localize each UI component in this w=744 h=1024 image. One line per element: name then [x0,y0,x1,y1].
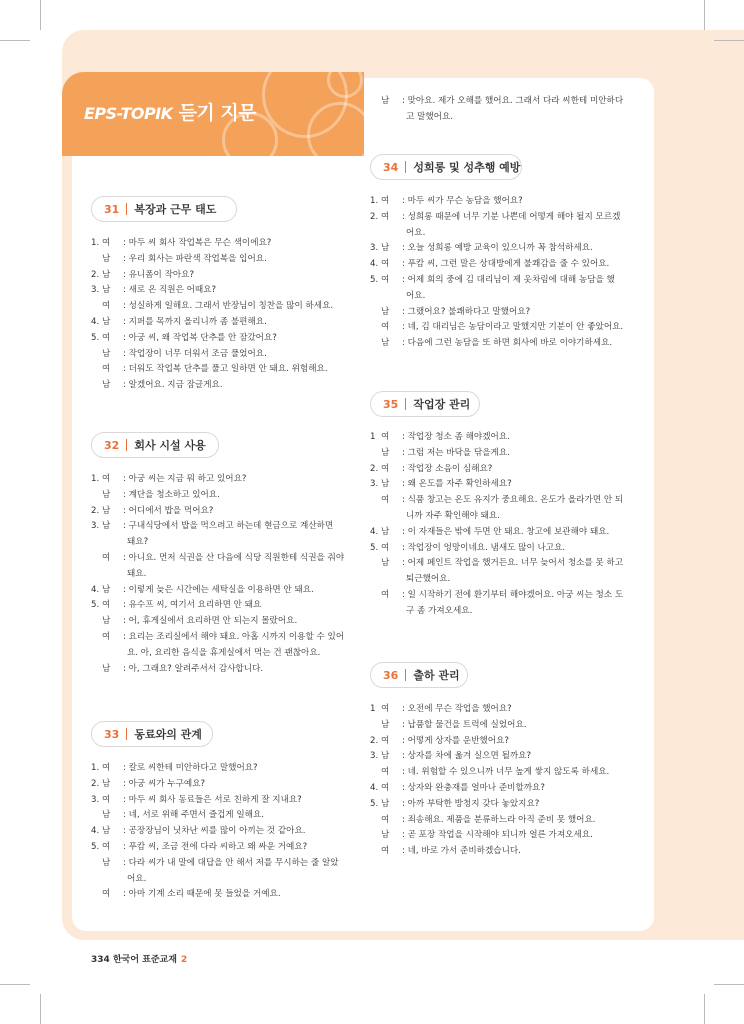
utterance: : 납품할 물건을 트럭에 실었어요. [402,719,527,730]
utterance: : 오늘 성희롱 예방 교육이 있으니까 꼭 참석하세요. [402,243,593,254]
speaker: 남 [102,269,111,280]
item-number: 2. [370,463,379,474]
utterance: : 상자와 완충재를 얼마나 준비할까요? [402,782,545,793]
dialogue-line [91,808,361,824]
dialogue-line [91,583,361,599]
speaker: 여 [381,495,390,506]
speaker: 남 [102,489,111,500]
dialogue-line [91,252,361,268]
utterance: 요. 아, 요리한 음식을 휴게실에서 먹는 건 괜찮아요. [127,647,321,658]
speaker: 남 [102,810,111,821]
utterance: : 유니폼이 작아요? [123,269,195,280]
section-36-dialogue [370,702,640,860]
utterance: : 유수프 씨, 여기서 요리하면 안 돼요 [123,600,262,611]
utterance: : 어제 회의 중에 김 대리님이 제 옷차림에 대해 농담을 했 [402,274,615,285]
dialogue-line [370,844,640,860]
dialogue-line [91,488,361,504]
utterance: : 왜 온도를 자주 확인하세요? [402,479,512,490]
speaker: 남 [381,830,390,841]
dialogue-line [370,336,640,352]
utterance: : 작업장 청소 좀 해야겠어요. [402,432,510,442]
utterance: : 계단을 청소하고 있어요. [123,489,220,500]
dialogue-line [370,572,640,588]
speaker: 남 [381,243,390,254]
speaker: 남 [102,826,111,837]
utterance: : 마두 씨 회사 동료들은 서로 친하게 잘 지내요? [123,794,302,805]
speaker: 여 [102,474,111,484]
section-title: 동료와의 관계 [134,728,202,741]
dialogue-line [370,289,640,305]
section-number: 36 [383,668,399,682]
speaker: 여 [381,846,390,857]
dialogue-line [91,504,361,520]
utterance: : 공장장님이 닛차난 씨를 많이 아끼는 것 같아요. [123,826,306,837]
utterance: : 어디에서 밥을 먹어요? [123,505,214,516]
crop-mark [704,0,705,30]
speaker: 여 [102,889,111,900]
dialogue-line [370,241,640,257]
speaker: 여 [102,552,111,563]
section-title: 작업장 관리 [413,398,471,411]
item-number: 3. [91,285,100,296]
speaker: 여 [102,794,111,805]
dialogue-line [370,797,640,813]
item-number: 3. [370,243,379,254]
speaker: 여 [381,735,390,746]
speaker: 남 [381,306,390,317]
speaker: 여 [381,814,390,825]
crop-mark [40,0,41,30]
dialogue-line [91,567,361,583]
section-title: 성희롱 및 성추행 예방 [413,161,521,174]
speaker: 여 [381,542,390,553]
speaker: 남 [381,96,390,106]
speaker: 남 [102,857,111,868]
divider [126,439,127,451]
crop-mark [0,40,30,41]
utterance: : 그랬어요? 불쾌하다고 말했어요? [402,306,531,317]
page-number: 334 [91,955,110,965]
crop-mark [704,994,705,1024]
speaker: 여 [381,432,390,442]
item-number: 5. [91,841,100,852]
item-number: 2. [91,269,100,280]
utterance: : 어제 페인트 작업을 했거든요. 너무 늦어서 청소를 못 하고 [402,558,624,569]
item-number: 2. [91,778,100,789]
dialogue-line [370,493,640,509]
dialogue-line [91,630,361,646]
dialogue-line [370,781,640,797]
item-number: 4. [370,259,379,270]
utterance: : 아, 그래요? 알려주셔서 감사합니다. [123,663,264,674]
speaker: 남 [381,798,390,809]
speaker: 여 [102,600,111,611]
item-number: 5. [370,542,379,553]
dialogue-line [370,305,640,321]
speaker: 남 [102,584,111,595]
dialogue-line [370,94,640,110]
section-title: 복장과 근무 태도 [134,203,217,216]
item-number: 1 [370,704,376,714]
item-number: 4. [370,782,379,793]
section-31-dialogue [91,236,361,394]
utterance: : 식품 창고는 온도 유지가 중요해요. 온도가 올라가면 안 되 [402,495,624,506]
speaker: 여 [102,238,111,248]
utterance: : 오전에 무슨 작업을 했어요? [402,704,512,714]
section-title: 출하 관리 [413,669,460,682]
utterance: : 곧 포장 작업을 시작해야 되니까 얼른 가져오세요. [402,830,593,841]
utterance: : 죄송해요. 제품을 분류하느라 아직 준비 못 했어요. [402,814,596,825]
utterance: : 아궁 씨, 왜 작업복 단추를 안 잠갔어요? [123,332,277,343]
dialogue-line [370,110,640,126]
dialogue-line [91,598,361,614]
section-number: 33 [104,727,120,741]
utterance: : 아마 기계 소리 때문에 못 들었을 거예요. [123,889,281,900]
section-33-dialogue [91,761,361,903]
utterance: : 구내식당에서 밥을 먹으려고 하는데 현금으로 계산하면 [123,521,334,532]
dialogue-line [370,765,640,781]
utterance: : 이 자재들은 밖에 두면 안 돼요. 창고에 보관해야 돼요. [402,526,610,537]
section-header-31 [91,196,237,222]
volume-number: 2 [180,955,188,965]
utterance: : 상자를 차에 옮겨 실으면 될까요? [402,751,532,762]
section-header-32 [91,432,219,458]
divider [405,398,406,410]
speaker: 여 [102,631,111,642]
item-number: 3. [91,521,100,532]
dialogue-line [370,462,640,478]
utterance: 어요. [406,227,426,238]
speaker: 남 [102,778,111,789]
dialogue-line [91,761,361,777]
dialogue-line [91,824,361,840]
dialogue-line [91,347,361,363]
dialogue-line [370,702,640,718]
item-number: 4. [91,826,100,837]
crop-mark [714,40,744,41]
item-number: 1. [370,196,379,206]
utterance: : 작업장 소음이 심해요? [402,463,493,474]
utterance: : 마두 씨 회사 작업복은 무슨 색이에요? [123,238,272,248]
utterance: : 작업장이 엉망이네요. 냄새도 많이 나고요. [402,542,566,553]
dialogue-line [370,226,640,242]
speaker: 여 [381,322,390,333]
dialogue-line [91,646,361,662]
utterance: : 아까 부탁한 방청지 갖다 놓았지요? [402,798,540,809]
speaker: 여 [102,332,111,343]
speaker: 여 [381,463,390,474]
speaker: 여 [381,196,390,206]
item-number: 3. [91,794,100,805]
speaker: 남 [381,526,390,537]
utterance: : 성실하게 일해요. 그래서 반장님이 칭찬을 많이 하세요. [123,301,334,312]
dialogue-line [370,509,640,525]
utterance: : 알겠어요. 지금 잠글게요. [123,380,223,391]
utterance: : 아궁 씨는 지금 뭐 하고 있어요? [123,474,247,484]
item-number: 3. [370,479,379,490]
utterance: 니까 자주 확인해야 돼요. [406,510,500,521]
speaker: 남 [102,663,111,674]
item-number: 4. [370,526,379,537]
section-header-34 [370,154,522,180]
section-number: 34 [383,160,399,174]
speaker: 남 [381,751,390,762]
utterance: : 어떻게 상자를 운반했어요? [402,735,509,746]
banner-title [84,98,256,125]
dialogue-line [370,734,640,750]
speaker: 여 [381,274,390,285]
dialogue-line [91,472,361,488]
utterance: : 푸캄 씨, 그런 말은 상대방에게 불쾌감을 줄 수 있어요. [402,259,610,270]
speaker: 여 [102,364,111,375]
utterance: : 아궁 씨가 누구예요? [123,778,206,789]
utterance: 돼요? [127,537,149,548]
dialogue-line [370,604,640,620]
utterance: 어요. [406,290,426,301]
item-number: 2. [91,505,100,516]
utterance: : 그럼 저는 바닥을 닦을게요. [402,447,510,458]
section-title: 회사 시설 사용 [134,439,206,452]
speaker: 남 [102,505,111,516]
utterance: 어요. [127,873,147,884]
dialogue-line [91,614,361,630]
dialogue-line [91,887,361,903]
dialogue-line [370,430,640,446]
item-number: 1. [91,238,100,248]
item-number: 4. [91,584,100,595]
dialogue-line [370,257,640,273]
speaker: 남 [102,380,111,391]
section-number: 32 [104,438,120,452]
dialogue-line [370,556,640,572]
item-number: 1. [91,474,100,484]
dialogue-line [91,362,361,378]
dialogue-line [91,315,361,331]
utterance: : 네. 위험할 수 있으니까 너무 높게 쌓지 않도록 하세요. [402,767,610,778]
dialogue-line [370,194,640,210]
utterance: : 네, 서로 위해 주면서 즐겁게 일해요. [123,810,264,821]
dialogue-line [91,236,361,252]
item-number: 2. [370,735,379,746]
crop-mark [714,984,744,985]
utterance: : 칼로 씨한테 미안하다고 말했어요? [123,763,258,773]
utterance: : 다라 씨가 내 말에 대답을 안 해서 저를 무시하는 줄 알았 [123,857,339,868]
utterance: : 작업장이 너무 더워서 조금 풀었어요. [123,348,267,359]
utterance: : 푸캄 씨, 조금 전에 다라 씨하고 왜 싸운 거예요? [123,841,308,852]
speaker: 남 [102,253,111,264]
utterance: : 요리는 조리실에서 해야 돼요. 아홉 시까지 이용할 수 있어 [123,631,345,642]
speaker: 남 [381,447,390,458]
speaker: 여 [102,301,111,312]
crop-mark [0,984,30,985]
speaker: 남 [102,316,111,327]
speaker: 남 [381,558,390,569]
dialogue-line [370,477,640,493]
speaker: 여 [102,841,111,852]
dialogue-line [91,268,361,284]
dialogue-line [370,525,640,541]
item-number: 5. [91,600,100,611]
dialogue-line [370,273,640,289]
speaker: 여 [381,211,390,222]
page-footer [91,952,187,965]
dialogue-line [91,793,361,809]
item-number: 3. [370,751,379,762]
dialogue-line [370,588,640,604]
divider [126,728,127,740]
dialogue-line [370,718,640,734]
utterance: : 우리 회사는 파란색 작업복을 입어요. [123,253,267,264]
section-header-33 [91,721,213,747]
utterance: : 어, 휴게실에서 요리하면 안 되는지 몰랐어요. [123,616,298,627]
crop-mark [40,994,41,1024]
item-number: 2. [370,211,379,222]
utterance: : 네, 바로 가서 준비하겠습니다. [402,846,521,857]
utterance: 돼요. [127,568,147,579]
dialogue-line [370,813,640,829]
dialogue-line [91,777,361,793]
speaker: 여 [381,259,390,270]
utterance: : 새로 온 직원은 어때요? [123,285,217,296]
utterance: 구 좀 가져오세요. [406,605,473,616]
banner-heading: 듣기 지문 [178,102,257,124]
dialogue-line [91,378,361,394]
utterance: : 마두 씨가 무슨 농담을 했어요? [402,196,523,206]
utterance: : 아니요. 먼저 식권을 산 다음에 식당 직원한테 식권을 줘야 [123,552,345,563]
speaker: 남 [102,348,111,359]
dialogue-line [91,872,361,888]
dialogue-line [370,749,640,765]
item-number: 5. [370,274,379,285]
speaker: 여 [381,782,390,793]
dialogue-line [91,299,361,315]
speaker: 남 [381,719,390,730]
dialogue-line [91,662,361,678]
speaker: 여 [102,763,111,773]
speaker: 여 [381,704,390,714]
utterance: : 맞아요. 제가 오해를 했어요. 그래서 다라 씨한테 미안하다 [402,96,624,106]
speaker: 여 [381,589,390,600]
item-number: 5. [370,798,379,809]
section-35-dialogue [370,430,640,620]
section-34-dialogue [370,194,640,352]
book-title: 한국어 표준교재 [112,955,177,965]
speaker: 남 [102,521,111,532]
divider [405,669,406,681]
utterance: : 성희롱 때문에 너무 기분 나쁜데 어떻게 해야 될지 모르겠 [402,211,621,222]
dialogue-line [91,535,361,551]
dialogue-line [91,856,361,872]
item-number: 5. [91,332,100,343]
dialogue-line [370,541,640,557]
utterance: 고 말했어요. [406,111,453,122]
item-number: 1 [370,432,376,442]
utterance: 퇴근했어요. [406,574,451,585]
utterance: : 네, 김 대리님은 농담이라고 말했지만 기분이 안 좋았어요. [402,322,624,333]
dialogue-line [370,210,640,226]
dialogue-line [370,320,640,336]
dialogue-line [91,551,361,567]
dialogue-line [91,331,361,347]
utterance: : 더워도 작업복 단추를 풀고 일하면 안 돼요. 위험해요. [123,364,328,375]
section-number: 35 [383,397,399,411]
section-header-35 [370,391,480,417]
speaker: 남 [102,616,111,627]
section-number: 31 [104,202,120,216]
section-33-continued [370,94,640,126]
speaker: 남 [381,479,390,490]
dialogue-line [91,840,361,856]
section-header-36 [370,662,468,688]
utterance: : 이렇게 늦은 시간에는 세탁실을 이용하면 안 돼요. [123,584,314,595]
utterance: : 지퍼를 목까지 올리니까 좀 불편해요. [123,316,267,327]
speaker: 여 [381,767,390,778]
dialogue-line [91,519,361,535]
section-32-dialogue [91,472,361,677]
speaker: 남 [381,338,390,349]
utterance: : 일 시작하기 전에 환기부터 해야겠어요. 아궁 씨는 청소 도 [402,589,624,600]
chapter-banner [62,72,364,156]
divider [405,161,406,173]
utterance: : 다음에 그런 농담을 또 하면 회사에 바로 이야기하세요. [402,338,613,349]
speaker: 남 [102,285,111,296]
dialogue-line [370,828,640,844]
item-number: 1. [91,763,100,773]
item-number: 4. [91,316,100,327]
dialogue-line [91,283,361,299]
eps-topik-label: EPS-TOPIK [84,104,173,123]
dialogue-line [370,446,640,462]
divider [126,203,127,215]
